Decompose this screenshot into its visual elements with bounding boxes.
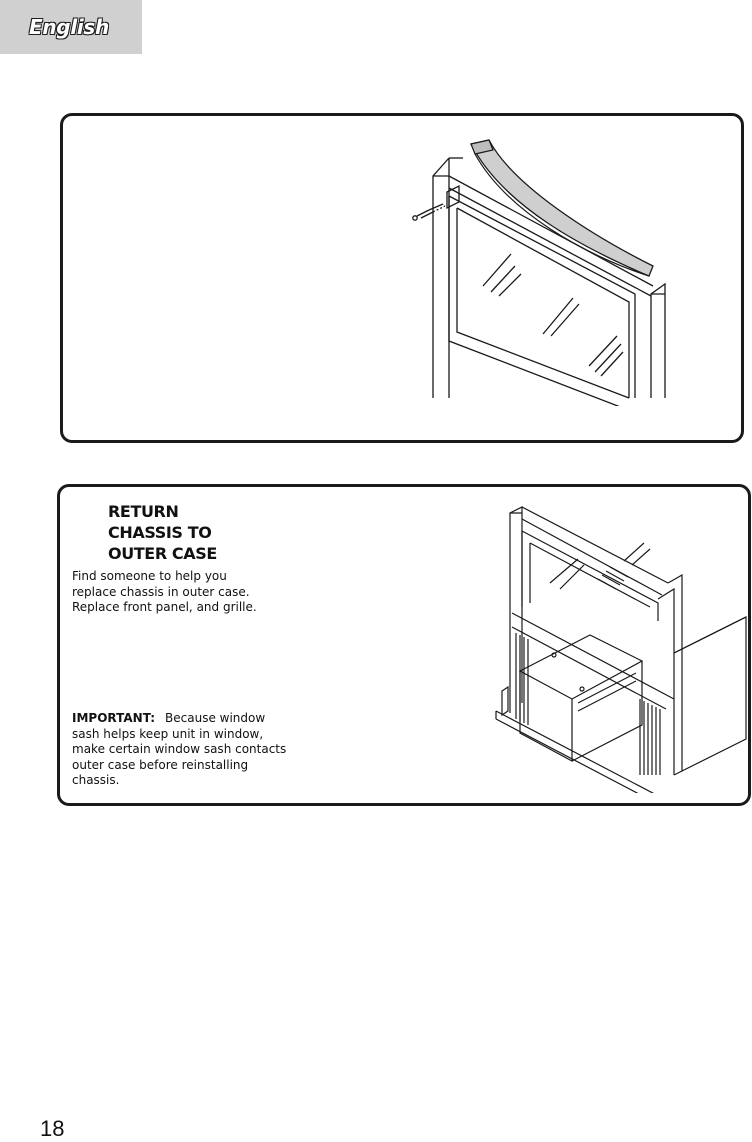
important-label: IMPORTANT: — [72, 711, 156, 725]
section-title — [108, 501, 217, 564]
instructions-text — [72, 569, 257, 616]
instruction-line: Replace front panel, and grille. — [72, 600, 257, 614]
important-line: Because window — [165, 711, 266, 725]
title-line: RETURN — [108, 502, 179, 521]
important-line: make certain window sash contacts — [72, 742, 287, 756]
return-chassis-panel — [57, 484, 751, 806]
important-line: sash helps keep unit in window, — [72, 726, 264, 741]
important-note — [72, 711, 286, 789]
language-label: English — [29, 15, 109, 39]
important-line: outer case before reinstalling — [72, 757, 249, 772]
window-seal-illustration — [403, 136, 703, 406]
important-line: chassis. — [72, 773, 120, 787]
page-number: 18 — [40, 1116, 65, 1141]
language-tab — [0, 0, 142, 54]
instruction-line: replace chassis in outer case. — [72, 584, 250, 599]
title-line: CHASSIS TO — [108, 523, 212, 542]
instruction-line: Find someone to help you — [72, 569, 227, 583]
chassis-install-illustration — [490, 503, 750, 793]
top-illustration-panel — [60, 113, 744, 443]
title-line: OUTER CASE — [108, 544, 217, 563]
